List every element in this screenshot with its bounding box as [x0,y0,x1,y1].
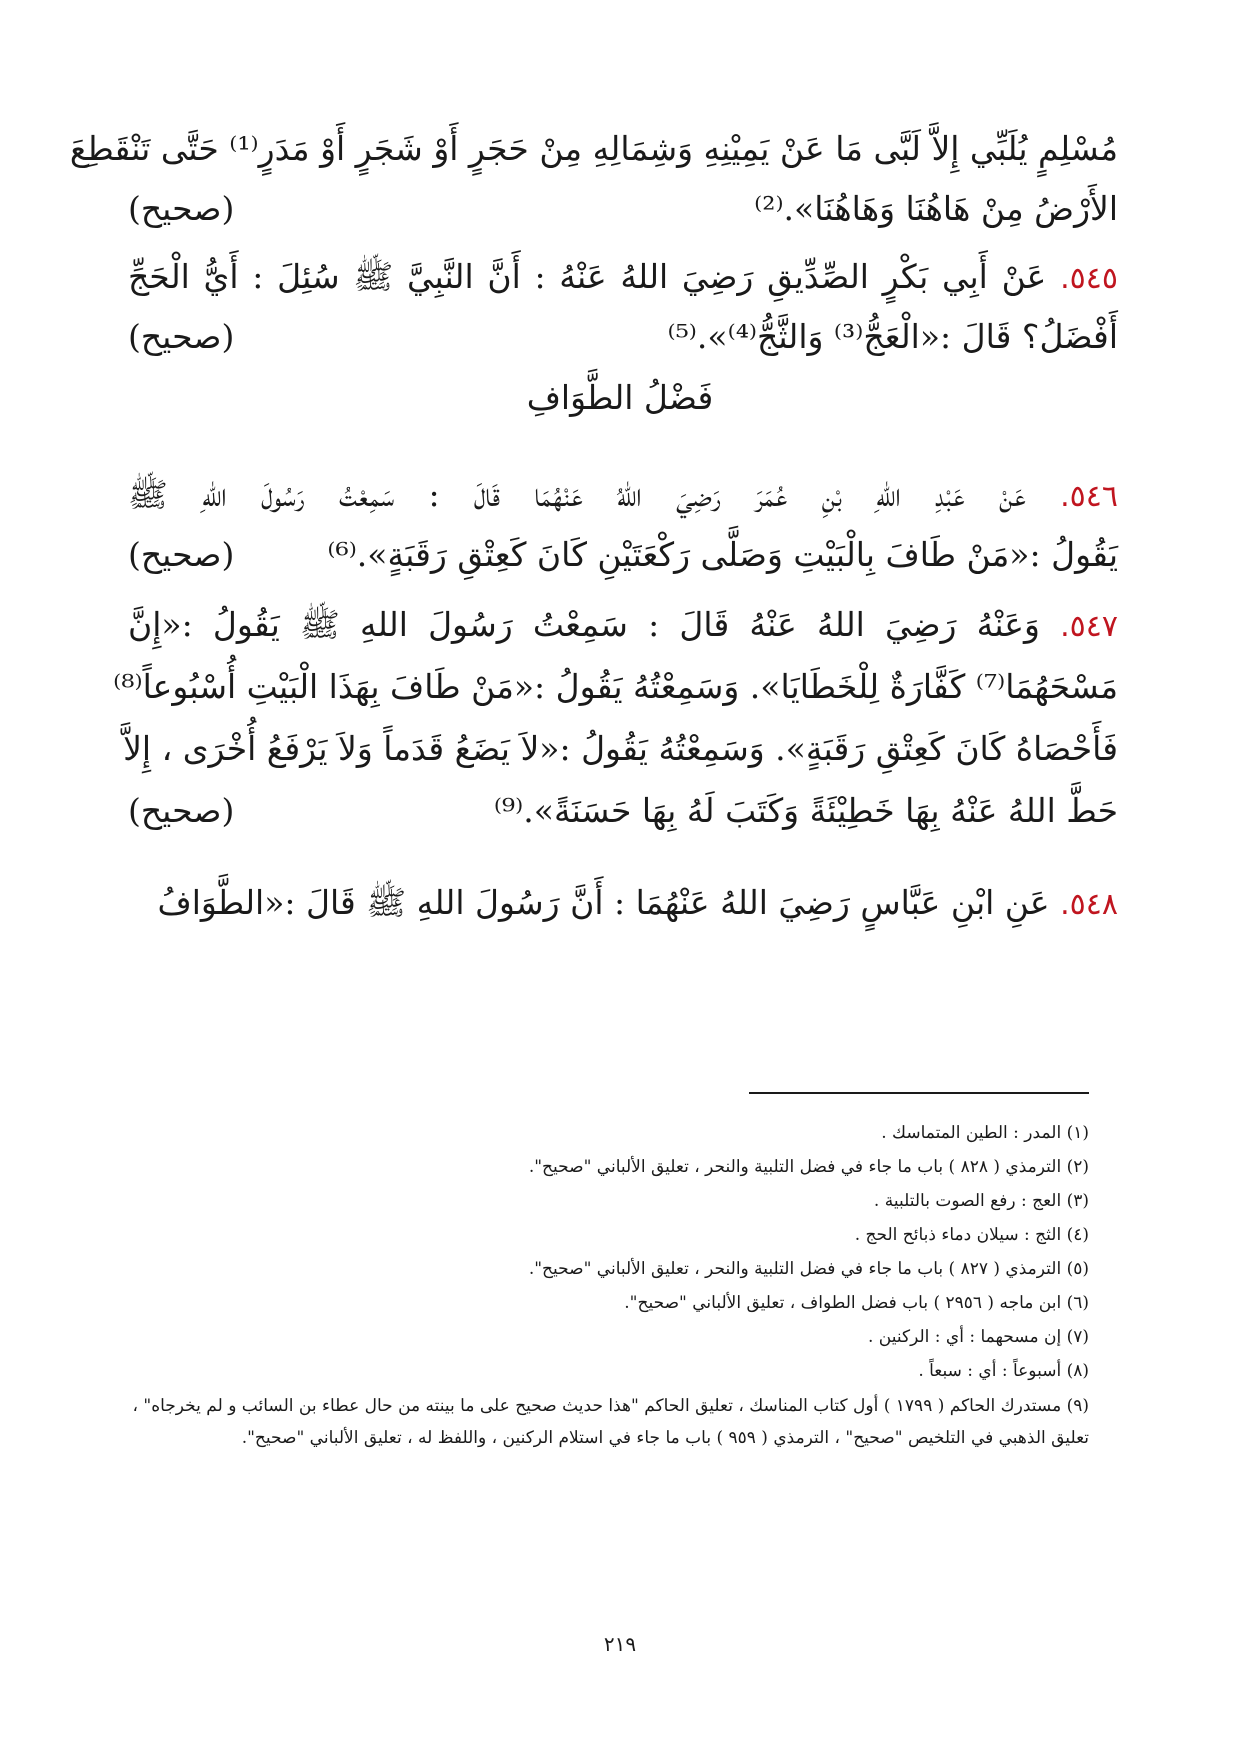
hadith-number: ٥٤٥. [1060,261,1118,296]
hadith-545-line-2: أَفْضَلُ؟ قَالَ :«الْعَجُّ⁽³⁾ وَالثَّجُّ⁽⁴⁾».⁽⁵⁾ [667,317,1118,356]
footnote-6: (٦) ابن ماجه ( ٢٩٥٦ ) باب فضل الطواف ، تعليق الألباني "صحيح". [624,1293,1089,1313]
hadith-544-line-2: الأَرْضُ مِنْ هَاهُنَا وَهَاهُنَا».⁽²⁾ [754,189,1118,228]
hadith-text: عَنِ ابْنِ عَبَّاسٍ رَضِيَ اللهُ عَنْهُمَا : أَنَّ رَسُولَ اللهِ ﷺ قَالَ :«الطَّوَافُ [157,883,1050,922]
hadith-number: ٥٤٧. [1060,609,1118,644]
hadith-544-line-1: مُسْلِمٍ يُلَبِّي إِلاَّ لَبَّى مَا عَنْ يَمِيْنِهِ وَشِمَالِهِ مِنْ حَجَرٍ أَوْ شَجَرٍ أَوْ مَدَرٍ⁽¹⁾ حَتَّى تَنْقَطِعَ [69,129,1118,168]
section-heading: فَضْلُ الطَّوَافِ [526,378,714,417]
footnote-9: (٩) مستدرك الحاكم ( ١٧٩٩ ) أول كتاب المناسك ، تعليق الحاكم "هذا حديث صحيح على ما بينته من حال عطاء بن السائب و لم يخرجاه" ، تعليق الذهبي في التلخيص "صحيح" ، الترمذي ( ٩٥٩ ) باب ما جاء في استلام الركنين ، واللفظ له ، تعليق الألباني "صحيح". [132,1396,1089,1448]
hadith-547-line-2: مَسْحَهُمَا⁽⁷⁾ كَفَّارَةٌ لِلْخَطَايَا». وَسَمِعْتُهُ يَقُولُ :«مَنْ طَافَ بِهَذَا الْبَيْتِ أُسْبُوعاً⁽⁸⁾ [113,667,1118,706]
hadith-547-line-1 [128,594,1118,658]
hadith-number: ٥٤٦. [1060,479,1118,514]
hadith-546-line-1 [128,464,1118,528]
footnote-4: (٤) الثج : سيلان دماء ذبائح الحج . [854,1225,1089,1245]
footnote-2: (٢) الترمذي ( ٨٢٨ ) باب ما جاء في فضل التلبية والنحر ، تعليق الألباني "صحيح". [528,1157,1089,1177]
footnote-8: (٨) أسبوعاً : أي : سبعاً . [918,1361,1089,1381]
hadith-text: وَعَنْهُ رَضِيَ اللهُ عَنْهُ قَالَ : سَمِعْتُ رَسُولَ اللهِ ﷺ يَقُولُ :«إِنَّ [128,605,1040,644]
page-number: ٢١٩ [603,1632,637,1656]
footnote-7: (٧) إن مسحهما : أي : الركنين . [867,1327,1089,1347]
footnote-5: (٥) الترمذي ( ٨٢٧ ) باب ما جاء في فضل التلبية والنحر ، تعليق الألباني "صحيح". [528,1259,1089,1279]
grade-label: (صحيح) [128,189,235,228]
grade-label: (صحيح) [128,535,235,574]
grade-label: (صحيح) [128,791,235,830]
hadith-text: عَنْ أَبِي بَكْرٍ الصِّدِّيقِ رَضِيَ اللهُ عَنْهُ : أَنَّ النَّبِيَّ ﷺ سُئِلَ : أَيُّ الْحَجِّ [128,257,1047,296]
footnote-separator [749,1092,1089,1094]
footnote-3: (٣) العج : رفع الصوت بالتلبية . [873,1191,1089,1211]
grade-label: (صحيح) [128,317,235,356]
hadith-547-line-3: فَأَحْصَاهُ كَانَ كَعِتْقِ رَقَبَةٍ». وَسَمِعْتُهُ يَقُولُ :«لاَ يَضَعُ قَدَماً وَلاَ يَرْفَعُ أُخْرَى ، إِلاَّ [123,729,1118,768]
hadith-number: ٥٤٨. [1060,887,1118,922]
footnote-1: (١) المدر : الطين المتماسك . [881,1123,1089,1143]
hadith-547-line-4: حَطَّ اللهُ عَنْهُ بِهَا خَطِيْئَةً وَكَتَبَ لَهُ بِهَا حَسَنَةً».⁽⁹⁾ [493,791,1118,830]
hadith-545-line-1 [128,246,1118,310]
hadith-text: عَنْ عَبْدِ اللهِ بْنِ عُمَرَ رَضِيَ اللهُ عَنْهُمَا قَالَ : سَمِعْتُ رَسُولَ اللهِ ﷺ [128,475,1026,514]
hadith-548-line-1 [128,872,1118,936]
hadith-546-line-2: يَقُولُ :«مَنْ طَافَ بِالْبَيْتِ وَصَلَّى رَكْعَتَيْنِ كَانَ كَعِتْقِ رَقَبَةٍ».⁽⁶⁾ [327,535,1118,574]
